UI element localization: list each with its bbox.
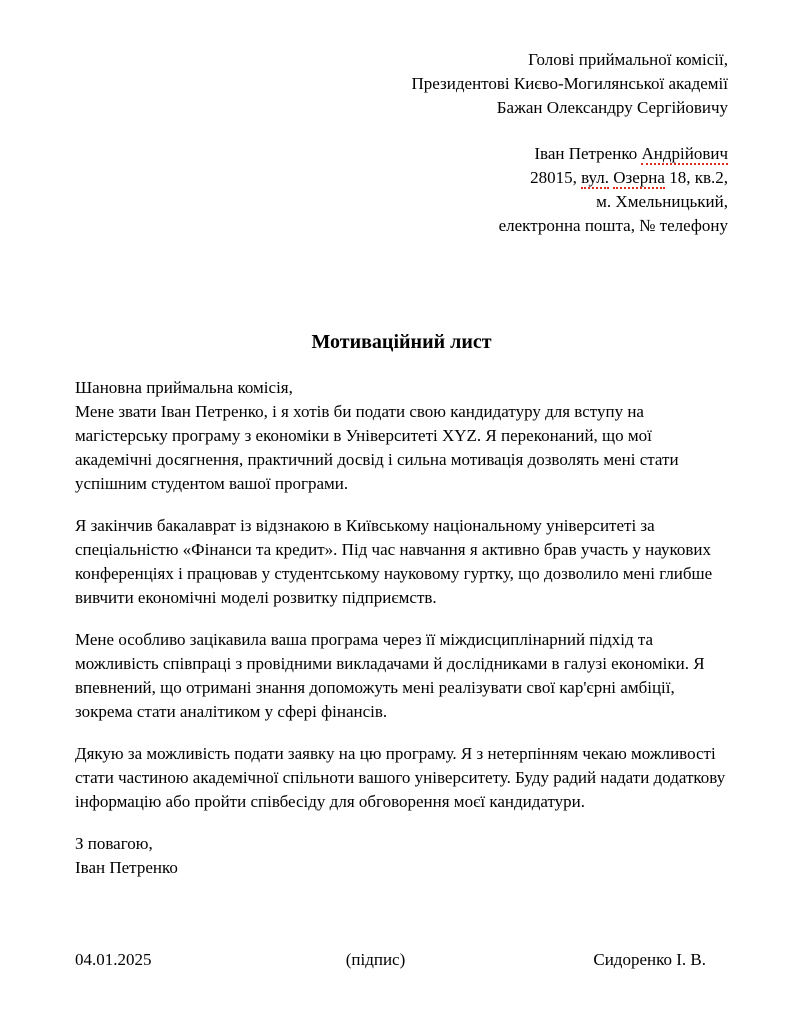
sender-address-line	[75, 166, 728, 190]
footer-date: 04.01.2025	[75, 950, 152, 969]
addressee-block	[75, 48, 728, 120]
closing-name: Іван Петренко	[75, 858, 178, 877]
paragraph-motivation: Мене особливо зацікавила ваша програма через її міждисциплінарний підхід та можливість співпраці з провідними викладачами й дослідниками в галузі економіки. Я впевнений, що отримані знання допоможуть мені реалізувати свої кар'єрні амбіції, зокрема стати аналітиком у сфері фінансів.	[75, 630, 705, 721]
footer-row	[75, 948, 728, 972]
closing-salutation: З повагою,	[75, 834, 153, 853]
sender-street-name-misspelled-word[interactable]: Озерна	[613, 168, 665, 187]
sender-name-text: Іван Петренко	[534, 144, 642, 163]
sender-block	[75, 142, 728, 238]
footer-signature-placeholder: (підпис)	[345, 950, 406, 969]
footer-signer-name: Сидоренко І. В.	[593, 950, 706, 969]
addressee-line-name: Бажан Олександру Сергійовичу	[496, 98, 728, 117]
sender-street-abbr-misspelled-word[interactable]: вул.	[581, 168, 610, 187]
paragraph-thanks: Дякую за можливість подати заявку на цю програму. Я з нетерпінням чекаю можливості стати частиною академічної спільноти вашого університету. Буду радий надати додаткову інформацію або пройти співбесіду для обговорення моєї кандидатури.	[75, 744, 726, 811]
letter-title: Мотиваційний лист	[311, 331, 492, 353]
letter-body	[75, 376, 728, 880]
sender-patronymic-misspelled-word[interactable]: Андрійович	[641, 144, 728, 163]
paragraph-introduction: Мене звати Іван Петренко, і я хотів би подати свою кандидатуру для вступу на магістерську програму з економіки в Університеті XYZ. Я переконаний, що мої академічні досягнення, практичний досвід і сильна мотивація дозволять мені стати успішним студентом вашої програми.	[75, 402, 679, 493]
sender-address-zip: 28015,	[530, 168, 582, 187]
addressee-line-role: Голові приймальної комісії,	[528, 50, 728, 69]
paragraph-education: Я закінчив бакалаврат із відзнакою в Київському національному університеті за спеціальністю «Фінанси та кредит». Під час навчання я активно брав участь у наукових конференціях і працював у студентському науковому гуртку, що дозволило мені глибше вивчити економічні моделі розвитку підприємств.	[75, 516, 713, 607]
sender-contacts-line: електронна пошта, № телефону	[498, 216, 728, 235]
sender-city-line: м. Хмельницький,	[596, 192, 728, 211]
sender-address-number: 18, кв.2,	[664, 168, 728, 187]
sender-name-line	[75, 142, 728, 166]
closing-block	[75, 832, 728, 880]
addressee-line-institution: Президентові Києво-Могилянської академії	[411, 74, 728, 93]
greeting-line: Шановна приймальна комісія,	[75, 378, 293, 397]
